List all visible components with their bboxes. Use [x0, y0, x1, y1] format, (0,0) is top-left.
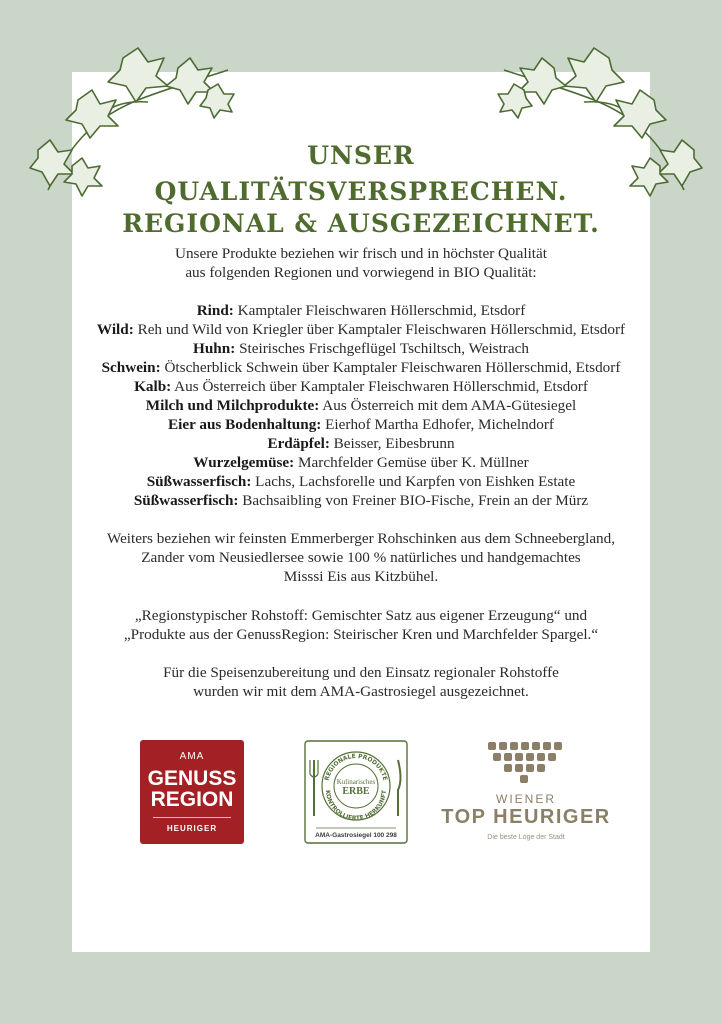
product-source: Eierhof Martha Edhofer, Michelndorf — [321, 416, 554, 433]
ama-logo-line-1: GENUSS — [147, 767, 237, 790]
product-label: Eier aus Bodenhaltung: — [168, 416, 322, 433]
product-line — [0, 339, 722, 358]
product-source: Marchfelder Gemüse über K. Müllner — [294, 454, 529, 471]
title-line-2: QUALITÄTSVERSPRECHEN. — [154, 177, 568, 206]
intro-line-2: aus folgenden Regionen und vorwiegend in BIO Qualität: — [185, 264, 537, 281]
product-label: Schwein: — [101, 359, 161, 376]
quote-line-2: „Produkte aus der GenussRegion: Steirischer Kren und Marchfelder Spargel.“ — [123, 626, 599, 643]
further-line-1: Weiters beziehen wir feinsten Emmerberger Rohschinken aus dem Schneebergland, — [106, 530, 616, 547]
product-label: Wurzelgemüse: — [193, 454, 295, 471]
product-source: Reh und Wild von Kriegler über Kamptaler Fleischwaren Höllerschmid, Etsdorf — [133, 321, 626, 338]
erbe-ring-top: REGIONALE PRODUKTE — [323, 752, 389, 782]
erbe-center-2: ERBE — [342, 786, 370, 797]
grape-emblem-icon — [436, 740, 616, 786]
quote-line-1: „Regionstypischer Rohstoff: Gemischter Satz aus eigener Erzeugung“ und — [134, 607, 588, 624]
product-line — [0, 472, 722, 491]
heuriger-logo-tagline: Die beste Loge der Stadt — [487, 834, 565, 841]
product-line — [0, 301, 722, 320]
product-line — [0, 358, 722, 377]
product-source: Aus Österreich mit dem AMA-Gütesiegel — [319, 397, 577, 414]
award-line-2: wurden wir mit dem AMA-Gastrosiegel ausgezeichnet. — [193, 683, 529, 700]
product-label: Huhn: — [193, 340, 236, 357]
product-label: Erdäpfel: — [267, 435, 330, 452]
product-line — [0, 320, 722, 339]
product-label: Wild: — [96, 321, 134, 338]
heuriger-logo-line-1: WIENER — [496, 792, 556, 806]
product-label: Kalb: — [134, 378, 172, 395]
award-line-1: Für die Speisenzubereitung und den Einsatz regionaler Rohstoffe — [163, 664, 559, 681]
product-source: Ötscherblick Schwein über Kamptaler Fleischwaren Höllerschmid, Etsdorf — [160, 359, 621, 376]
ama-logo-divider — [153, 817, 231, 818]
ama-genuss-region-logo — [140, 740, 244, 844]
product-line — [0, 434, 722, 453]
erbe-center-1: Kulinarisches — [336, 778, 376, 786]
product-label: Milch und Milchprodukte: — [145, 397, 320, 414]
wiener-top-heuriger-logo — [436, 740, 616, 850]
erbe-ring-bottom: KONTROLLIERTE HERKUNFT — [323, 789, 389, 823]
ama-logo-line-2: REGION — [150, 788, 234, 811]
product-line — [0, 377, 722, 396]
product-source: Aus Österreich über Kamptaler Fleischwaren Höllerschmid, Etsdorf — [171, 378, 588, 395]
product-line — [0, 396, 722, 415]
further-line-3: Misssi Eis aus Kitzbühel. — [283, 568, 439, 585]
further-line-2: Zander vom Neusiedlersee sowie 100 % natürliches und handgemachtes — [141, 549, 581, 566]
product-source: Bachsaibling von Freiner BIO-Fische, Frein an der Mürz — [238, 492, 589, 509]
kulinarisches-erbe-seal — [304, 740, 408, 844]
erbe-seal-number: AMA-Gastrosiegel 100 298 — [315, 832, 397, 839]
product-source: Kamptaler Fleischwaren Höllerschmid, Etsdorf — [233, 302, 526, 319]
product-source: Lachs, Lachsforelle und Karpfen von Eishken Estate — [251, 473, 576, 490]
product-label: Süßwasserfisch: — [133, 492, 239, 509]
ama-logo-bottom: HEURIGER — [166, 824, 218, 833]
title-line-3: REGIONAL & AUSGEZEICHNET. — [122, 209, 600, 238]
product-source: Steirisches Frischgeflügel Tschiltsch, Weistrach — [235, 340, 529, 357]
product-label: Süßwasserfisch: — [146, 473, 252, 490]
product-line — [0, 415, 722, 434]
product-label: Rind: — [196, 302, 234, 319]
product-line — [0, 491, 722, 510]
title-line-1: UNSER — [307, 141, 415, 170]
product-source: Beisser, Eibesbrunn — [329, 435, 455, 452]
product-line — [0, 453, 722, 472]
intro-line-1: Unsere Produkte beziehen wir frisch und in höchster Qualität — [175, 245, 547, 262]
ama-logo-top: AMA — [179, 751, 205, 762]
heuriger-logo-line-2: TOP HEURIGER — [441, 806, 611, 828]
